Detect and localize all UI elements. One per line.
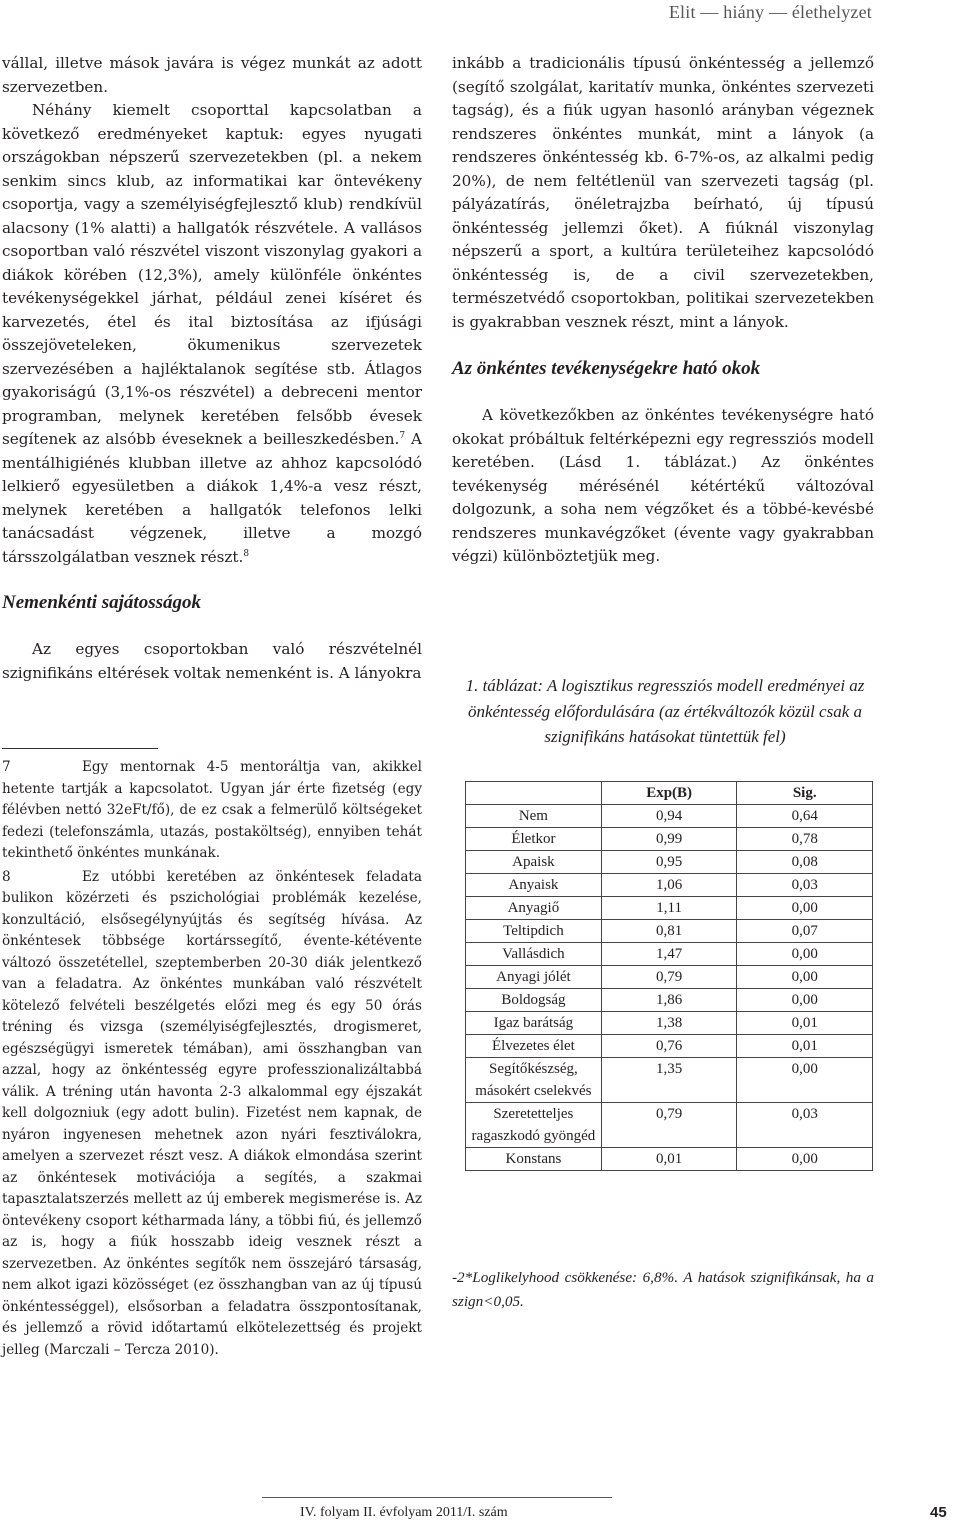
exp-b-value: 0,95 (601, 851, 737, 874)
row-label: Segítőkészség, másokért cselekvés (466, 1058, 602, 1103)
row-label: Boldogság (466, 989, 602, 1012)
exp-b-value: 0,76 (601, 1035, 737, 1058)
exp-b-value: 0,79 (601, 966, 737, 989)
table-row (466, 1058, 873, 1103)
table-row (466, 874, 873, 897)
table-header-cell (466, 782, 602, 805)
sig-value: 0,00 (737, 1148, 873, 1171)
journal-issue: IV. folyam II. évfolyam 2011/I. szám (300, 1505, 508, 1520)
exp-b-value: 1,86 (601, 989, 737, 1012)
table-caption: 1. táblázat: A logisztikus regressziós modell eredményei az önkéntesség előfordulására (az értékváltozók közül csak a szignifikáns hatásokat tüntettük fel) (465, 676, 865, 746)
exp-b-value: 0,81 (601, 920, 737, 943)
section-heading: Az önkéntes tevékenységekre ható okok (452, 358, 761, 379)
table-header-row (466, 782, 873, 805)
row-label: Anyagiő (466, 897, 602, 920)
table-row (466, 989, 873, 1012)
footnote-divider (2, 748, 158, 749)
row-label: Nem (466, 805, 602, 828)
row-label: Apaisk (466, 851, 602, 874)
row-label: Igaz barátság (466, 1012, 602, 1035)
table-row (466, 1035, 873, 1058)
sig-value: 0,00 (737, 943, 873, 966)
paragraph-text: A mentálhigiénés klubban illetve az ahhoz kapcsolódó lelkierő egyesületben a diákok 1,4%-a vesz részt, melynek keretében a hallgatók telefonos lelki tanácsadást végzenek, illetve a mozgó társszolgálatban vesznek részt. (2, 430, 423, 566)
exp-b-value: 0,79 (601, 1103, 737, 1148)
row-label: Élvezetes élet (466, 1035, 602, 1058)
paragraph: vállal, illetve mások javára is végez munkát az adott szervezetben. (2, 54, 422, 96)
table-header-cell: Sig. (737, 782, 873, 805)
footnotes (2, 757, 422, 1361)
exp-b-value: 0,94 (601, 805, 737, 828)
sig-value: 0,07 (737, 920, 873, 943)
table-note: -2*Loglikelyhood csökkenése: 6,8%. A hatások szignifikánsak, ha a szign<0,05. (452, 1269, 874, 1310)
footnote-number: 8 (2, 868, 11, 885)
paragraph: Az egyes csoportokban való részvételnél szignifikáns eltérések voltak nemenként is. A lányokra (2, 640, 422, 682)
exp-b-value: 1,11 (601, 897, 737, 920)
paragraph-text: Néhány kiemelt csoporttal kapcsolatban a következő eredményeket kaptuk: egyes nyugati országokban népszerű szervezetekben (pl. a nekem senkim sincs klub, az informatikai kar öntevékeny csoportja, vagy a személyiségfejlesztő klub) rendkívül alacsony (1% alatti) a hallgatók részvétele. A vallásos csoportban való részvétel viszont viszonylag gyakori a diákok körében (12,3%), amely különféle önkéntes tevékenységekkel járhat, például zenei kíséret és karvezetés, étel és ital biztosítása az ifjúsági összejöveteleken, ökumenikus szervezetek szervezésében a hajléktalanok segítése stb. Átlagos gyakoriságú (3,1%-os részvétel) a debreceni mentor programban, melynek keretében felsőbb évesek segítenek az alsóbb éveseknek a beilleszkedésben. (2, 101, 422, 448)
table-row (466, 1148, 873, 1171)
section-heading: Nemenkénti sajátosságok (2, 592, 201, 613)
footnote-item (2, 867, 422, 1362)
table-row (466, 966, 873, 989)
row-label: Anyaisk (466, 874, 602, 897)
sig-value: 0,00 (737, 989, 873, 1012)
paragraph: inkább a tradicionális típusú önkéntesség a jellemző (segítő szolgálat, karitatív munka, önkéntes szervezeti tagság), és a fiúk ugyan hasonló arányban végeznek rendszeres önkéntes munkát, mint a lányok (a rendszeres önkéntesség kb. 6-7%-os, az alkalmi pedig 20%), de nem feltétlenül van szervezeti tagság (pl. pályázatírás, önéletrajzba beírható, új típusú önkéntesség jellemzi őket). A fiúknál viszonylag népszerű a sport, a kultúra területeihez kapcsolódó önkéntesség is, de a civil szervezetekben, természetvédő csoportokban, politikai szervezetekben is gyakrabban vesznek részt, mint a lányok. (452, 54, 874, 331)
footnote-ref-7[interactable]: 7 (399, 431, 406, 441)
footnote-ref-8[interactable]: 8 (243, 548, 250, 559)
sig-value: 0,03 (737, 874, 873, 897)
row-label: Szeretetteljes ragaszkodó gyöngéd (466, 1103, 602, 1148)
table-row (466, 851, 873, 874)
table-header-cell: Exp(B) (601, 782, 737, 805)
sig-value: 0,08 (737, 851, 873, 874)
left-column (2, 52, 422, 685)
footnote-item (2, 757, 422, 865)
page-number: 45 (930, 1504, 947, 1521)
table-row (466, 897, 873, 920)
table-row (466, 828, 873, 851)
table-row (466, 920, 873, 943)
exp-b-value: 1,35 (601, 1058, 737, 1103)
exp-b-value: 1,06 (601, 874, 737, 897)
sig-value: 0,03 (737, 1103, 873, 1148)
footnote-number: 7 (2, 759, 11, 775)
table-row (466, 805, 873, 828)
table-row (466, 1012, 873, 1035)
sig-value: 0,00 (737, 897, 873, 920)
row-label: Életkor (466, 828, 602, 851)
right-column (452, 52, 874, 569)
exp-b-value: 1,38 (601, 1012, 737, 1035)
table-row (466, 1103, 873, 1148)
sig-value: 0,00 (737, 966, 873, 989)
exp-b-value: 0,99 (601, 828, 737, 851)
footer-divider (262, 1497, 612, 1498)
exp-b-value: 0,01 (601, 1148, 737, 1171)
row-label: Anyagi jólét (466, 966, 602, 989)
sig-value: 0,64 (737, 805, 873, 828)
paragraph (2, 99, 422, 569)
sig-value: 0,00 (737, 1058, 873, 1103)
sig-value: 0,78 (737, 828, 873, 851)
row-label: Konstans (466, 1148, 602, 1171)
running-header: Elit — hiány — élethelyzet (668, 2, 872, 22)
row-label: Vallásdich (466, 943, 602, 966)
regression-table (465, 781, 873, 1171)
footnote-text: Ez utóbbi keretében az önkéntesek feladata bulikon közérzeti és pszichológiai problémák kezelése, konzultáció, elsősegélynyújtás és segítség hívása. Az önkéntesek többsége kortárssegítő, évente-kétévente változó összetétellel, szeptemberben 20-30 diák jelentkező van a feladatra. Az önkéntes munkában való részvételt kötelező felvételi beszélgetés előzi meg és egy 50 órás tréning és vizsga (személyiségfejlesztés, drogismeret, egészségügyi ismeretek témában), ami összhangban van azzal, hogy az önkéntesség egyre professzionalizáltabbá válik. A tréning után havonta 2-3 alkalommal egy éjszakát kell dolgozniuk (egy adott bulin). Fizetést nem kapnak, de nyáron ingyenesen mehetnek azon nyári fesztiválokra, amelyen a szervezet részt vesz. A diákok elmondása szerint az önkéntesek motivációja a segítés, a szakmai tapasztalatszerzés mellett az új emberek megismerése is. Az öntevékeny csoport kétharmada lány, a többi fiú, és jellemző az is, hogy a fiúk hosszabb ideig vesznek részt a szervezetben. Az önkéntes segítők nem összejáró társaság, nem alkot igazi közösséget (ez összhangban van az új típusú önkéntességgel), elsősorban a feladatra összpontosítanak, és jellemző a rövid időtartamú elkötelezettség és projekt jelleg (Marczali – Tercza 2010). (2, 868, 422, 1358)
sig-value: 0,01 (737, 1012, 873, 1035)
paragraph: A következőkben az önkéntes tevékenységre ható okokat próbáltuk feltérképezni egy regressziós modell keretében. (Lásd 1. táblázat.) Az önkéntes tevékenység mérésénél kétértékű változóval dolgozunk, a soha nem végzőket és a többé-kevésbé rendszeres munkavégzőket (évente vagy gyakrabban végzi) különböztetjük meg. (452, 406, 874, 565)
sig-value: 0,01 (737, 1035, 873, 1058)
footnote-text: Egy mentornak 4-5 mentoráltja van, akikkel hetente tartják a kapcsolatot. Ugyan jár érte fizetség (egy félévben nettó 32eFt/fő), de ez csak a felmerülő költségeket fedezi (telefonszámla, utazás, postaköltség), ennyiben tehát tekinthető önkéntes munkának. (2, 759, 422, 861)
table-row (466, 943, 873, 966)
exp-b-value: 1,47 (601, 943, 737, 966)
row-label: Teltipdich (466, 920, 602, 943)
